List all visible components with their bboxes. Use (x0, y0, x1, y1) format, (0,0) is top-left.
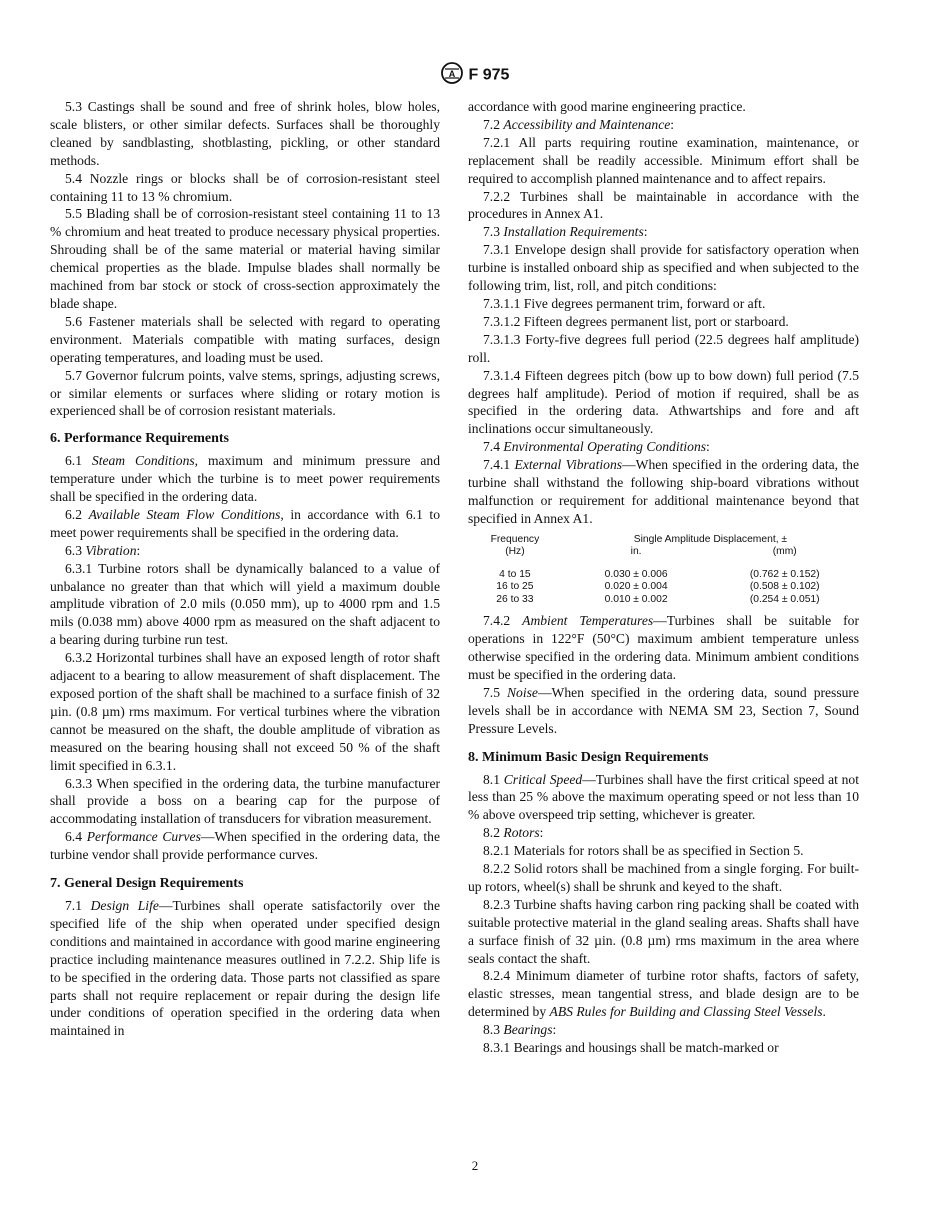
table-cell-mm: (0.508 ± 0.102) (749, 581, 820, 593)
paragraph-7-3: 7.3 Installation Requirements: (483, 224, 648, 240)
astm-logo-icon (441, 62, 463, 89)
paragraph-6-3-3: 6.3.3 When specified in the ordering data, the turbine manufacturer shall provide a boss on a bearing cap for the purpose of accommodating installation of transducers for vibration measurement. (50, 775, 440, 827)
table-row (468, 581, 859, 594)
table-row (468, 569, 859, 582)
section-heading-6: 6. Performance Requirements (50, 431, 229, 447)
paragraph-7-1: 7.1 Design Life—Turbines shall operate satisfactorily over the specified life of the ship when operated under specified design conditions and maintained in accordance with good marine engineering practice including maintenance measures outlined in 7.2.2. Ship life is to be specified in the ordering data. Those parts not classified as spare parts shall not require replacement or repair during the design life under conditions of operation specified in the ordering data when maintained in (50, 897, 440, 1039)
table-header-amplitude: Single Amplitude Displacement, ± (633, 533, 788, 545)
paragraph-7-5: 7.5 Noise—When specified in the ordering data, sound pressure levels shall be in accordance with NEMA SM 23, Section 7, Sound Pressure Levels. (468, 684, 859, 736)
paragraph-8-2-4: 8.2.4 Minimum diameter of turbine rotor shafts, factors of safety, elastic stresses, mean tangential stress, and blade design are to be determined by ABS Rules for Building and Classing Steel Vessels. (468, 968, 859, 1020)
left-column (50, 98, 440, 1040)
right-column (468, 98, 859, 1057)
paragraph-6-3: 6.3 Vibration: (65, 542, 141, 558)
table-cell-inch: 0.030 ± 0.006 (604, 568, 668, 580)
paragraph-6-2: 6.2 Available Steam Flow Conditions, in accordance with 6.1 to meet power requirements shall be specified in the ordering data. (50, 506, 440, 540)
page-number: 2 (471, 1158, 479, 1173)
table-header-row (468, 534, 859, 547)
paragraph-8-2-2: 8.2.2 Solid rotors shall be machined from a single forging. For built-up rotors, wheel(s) shall be shrunk and keyed to the shaft. (468, 861, 859, 894)
paragraph-5-6: 5.6 Fastener materials shall be selected with regard to operating environment. Materials compatible with mating surfaces, design operating temperatures, and loading must be used. (50, 313, 440, 365)
paragraph-5-3: 5.3 Castings shall be sound and free of shrink holes, blow holes, scale blisters, or other similar defects. Surfaces shall be thoroughly cleaned by sandblasting, shotblasting, pickling, or other standard methods. (50, 99, 440, 168)
paragraph-8-2-1: 8.2.1 Materials for rotors shall be as specified in Section 5. (483, 843, 804, 859)
table-header-mm: (mm) (772, 546, 797, 558)
document-code: F 975 (468, 66, 510, 84)
paragraph-7-2: 7.2 Accessibility and Maintenance: (483, 116, 675, 132)
vibration-table (468, 534, 859, 607)
table-header-units-row (468, 546, 859, 559)
paragraph-6-4: 6.4 Performance Curves—When specified in the ordering data, the turbine vendor shall provide performance curves. (50, 829, 440, 863)
table-cell-frequency: 4 to 15 (499, 568, 531, 580)
table-cell-mm: (0.762 ± 0.152) (749, 568, 820, 580)
paragraph-8-1: 8.1 Critical Speed—Turbines shall have the first critical speed at not less than 25 % above the maximum operating speed or not less than 10 % above overspeed trip setting, whichever is greater. (468, 771, 859, 823)
table-header-frequency: Frequency (490, 533, 540, 545)
svg-text:A: A (448, 69, 455, 79)
table-cell-frequency: 16 to 25 (496, 581, 534, 593)
paragraph-5-4: 5.4 Nozzle rings or blocks shall be of corrosion-resistant steel containing 11 to 13 % chromium. (50, 170, 440, 204)
table-row (468, 594, 859, 607)
paragraph-5-5: 5.5 Blading shall be of corrosion-resistant steel containing 11 to 13 % chromium and heat treated to produce necessary physical properties. Shrouding shall be of the same material or material having similar chemical properties as the blade. Impulse blades shall normally be machined from bar stock or stock of cross-section approximately the blade shape. (50, 206, 440, 311)
paragraph-7-2-2: 7.2.2 Turbines shall be maintainable in accordance with the procedures in Annex A1. (468, 188, 859, 222)
table-header-hz: (Hz) (505, 546, 525, 558)
paragraph-7-1-continued: accordance with good marine engineering practice. (468, 99, 746, 114)
paragraph-7-3-1-1: 7.3.1.1 Five degrees permanent trim, forward or aft. (483, 295, 766, 311)
section-heading-7: 7. General Design Requirements (50, 876, 244, 892)
paragraph-6-3-2: 6.3.2 Horizontal turbines shall have an exposed length of rotor shaft adjacent to a bearing to allow measurement of shaft displacement. The exposed portion of the shaft shall be machined to a surface finish of 32 µin. (0.8 µm) rms maximum. For vertical turbines where the vibration cannot be measured on the shaft, the double amplitude of vibration as measured on the bearing housing shall not exceed 50 % of the shaft limit specified in 6.3.1. (50, 650, 440, 773)
paragraph-6-1: 6.1 Steam Conditions, maximum and minimum pressure and temperature under which the turbine is to meet power requirements shall be specified in the ordering data. (50, 453, 441, 505)
page-header (0, 62, 950, 89)
paragraph-5-7: 5.7 Governor fulcrum points, valve stems, springs, adjusting screws, or similar elements or surfaces where sliding or rotary motion is experienced shall be of corrosion resistant materials. (50, 367, 440, 419)
paragraph-7-4-2: 7.4.2 Ambient Temperatures—Turbines shall be suitable for operations in 122°F (50°C) maximum ambient temperature unless otherwise specified in the ordering data. Minimum ambient conditions must be specified in the ordering data. (468, 613, 860, 682)
table-header-in: in. (630, 546, 642, 558)
table-cell-frequency: 26 to 33 (496, 593, 534, 605)
paragraph-6-3-1: 6.3.1 Turbine rotors shall be dynamically balanced to a value of unbalance no greater than that which will yield a maximum double amplitude vibration of 2.0 mils (0.050 mm), up to 4000 rpm and 1.5 mils (0.038 mm) above 4000 rpm as measured on the shaft adjacent to a bearing during turbine run test. (50, 560, 440, 648)
paragraph-7-3-1-2: 7.3.1.2 Fifteen degrees permanent list, port or starboard. (483, 313, 789, 329)
paragraph-7-3-1-4: 7.3.1.4 Fifteen degrees pitch (bow up to bow down) full period (7.5 degrees half amplitude). Period of motion if required, shall be as specified in the ordering data. Athwartships and fore and aft inclinations occur simultaneously. (468, 367, 859, 437)
table-cell-inch: 0.020 ± 0.004 (604, 581, 668, 593)
paragraph-7-2-1: 7.2.1 All parts requiring routine examination, maintenance, or replacement shall be readily accessible. Minimum effort shall be required to accomplish planned maintenance and to affect repairs. (468, 134, 859, 186)
table-cell-inch: 0.010 ± 0.002 (604, 593, 668, 605)
paragraph-8-2: 8.2 Rotors: (483, 825, 544, 841)
paragraph-7-4-1: 7.4.1 External Vibrations—When specified in the ordering data, the turbine shall withstand the following ship-board vibrations without malfunction or requirement for additional maintenance beyond that specified in Annex A1. (468, 457, 859, 526)
table-cell-mm: (0.254 ± 0.051) (749, 593, 820, 605)
paragraph-8-3-1: 8.3.1 Bearings and housings shall be match-marked or (483, 1040, 779, 1056)
paragraph-8-2-3: 8.2.3 Turbine shafts having carbon ring packing shall be coated with suitable protective material in the gland sealing areas. Shafts shall have a surface finish of 32 µin. (0.8 µm) rms maximum in the area where seals contact the shaft. (468, 896, 859, 966)
paragraph-7-3-1: 7.3.1 Envelope design shall provide for satisfactory operation when turbine is installed onboard ship as specified and when subjected to the following trim, list, roll, and pitch conditions: (468, 242, 859, 294)
section-heading-8: 8. Minimum Basic Design Requirements (468, 749, 709, 765)
paragraph-8-3: 8.3 Bearings: (483, 1022, 557, 1038)
paragraph-7-3-1-3: 7.3.1.3 Forty-five degrees full period (22.5 degrees half amplitude) roll. (468, 331, 859, 365)
paragraph-7-4: 7.4 Environmental Operating Conditions: (483, 439, 710, 455)
